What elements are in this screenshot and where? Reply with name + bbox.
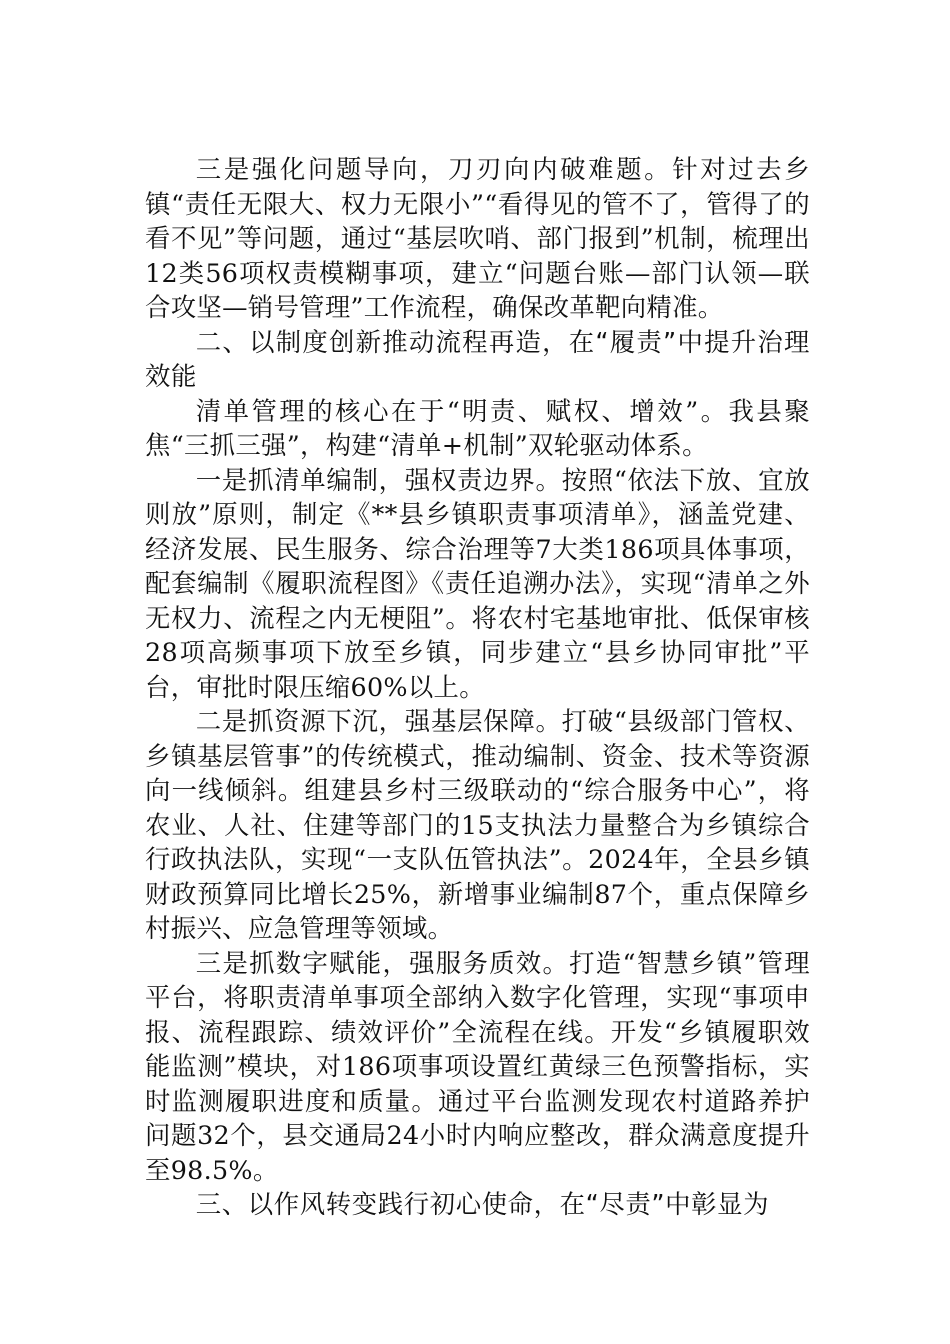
section-heading-2: 二、以制度创新推动流程再造，在“履责”中提升治理效能 (145, 326, 810, 391)
paragraph-list-compilation: 一是抓清单编制，强权责边界。按照“依法下放、宜放则放”原则，制定《**县乡镇职责事项清单》，涵盖党建、经济发展、民生服务、综合治理等7大类186项具体事项，配套编制《履职流程图》《责任追溯办法》，实现“清单之外无权力、流程之内无梗阻”。将农村宅基地审批、低保审核28项高频事项下放至乡镇，同步建立“县乡协同审批”平台，审批时限压缩60%以上。 (145, 464, 810, 702)
paragraph-problem-orientation: 三是强化问题导向，刀刃向内破难题。针对过去乡镇“责任无限大、权力无限小”“看得见的管不了，管得了的看不见”等问题，通过“基层吹哨、部门报到”机制，梳理出12类56项权责模糊事项，建立“问题台账—部门认领—联合攻坚—销号管理”工作流程，确保改革靶向精准。 (145, 154, 810, 322)
paragraph-digital-empowerment: 三是抓数字赋能，强服务质效。打造“智慧乡镇”管理平台，将职责清单事项全部纳入数字化管理，实现“事项申报、流程跟踪、绩效评价”全流程在线。开发“乡镇履职效能监测”模块，对186项事项设置红黄绿三色预警指标，实时监测履职进度和质量。通过平台监测发现农村道路养护问题32个，县交通局24小时内响应整改，群众满意度提升至98.5%。 (145, 947, 810, 1185)
paragraph-resource-sinking: 二是抓资源下沉，强基层保障。打破“县级部门管权、乡镇基层管事”的传统模式，推动编制、资金、技术等资源向一线倾斜。组建县乡村三级联动的“综合服务中心”，将农业、人社、住建等部门的15支执法力量整合为乡镇综合行政执法队，实现“一支队伍管执法”。2024年，全县乡镇财政预算同比增长25%，新增事业编制87个，重点保障乡村振兴、应急管理等领域。 (145, 706, 810, 943)
paragraph-list-management-core: 清单管理的核心在于“明责、赋权、增效”。我县聚焦“三抓三强”，构建“清单+机制”双轮驱动体系。 (145, 395, 810, 460)
document-body (145, 152, 810, 1222)
section-heading-3: 三、以作风转变践行初心使命，在“尽责”中彰显为 (195, 1189, 770, 1219)
